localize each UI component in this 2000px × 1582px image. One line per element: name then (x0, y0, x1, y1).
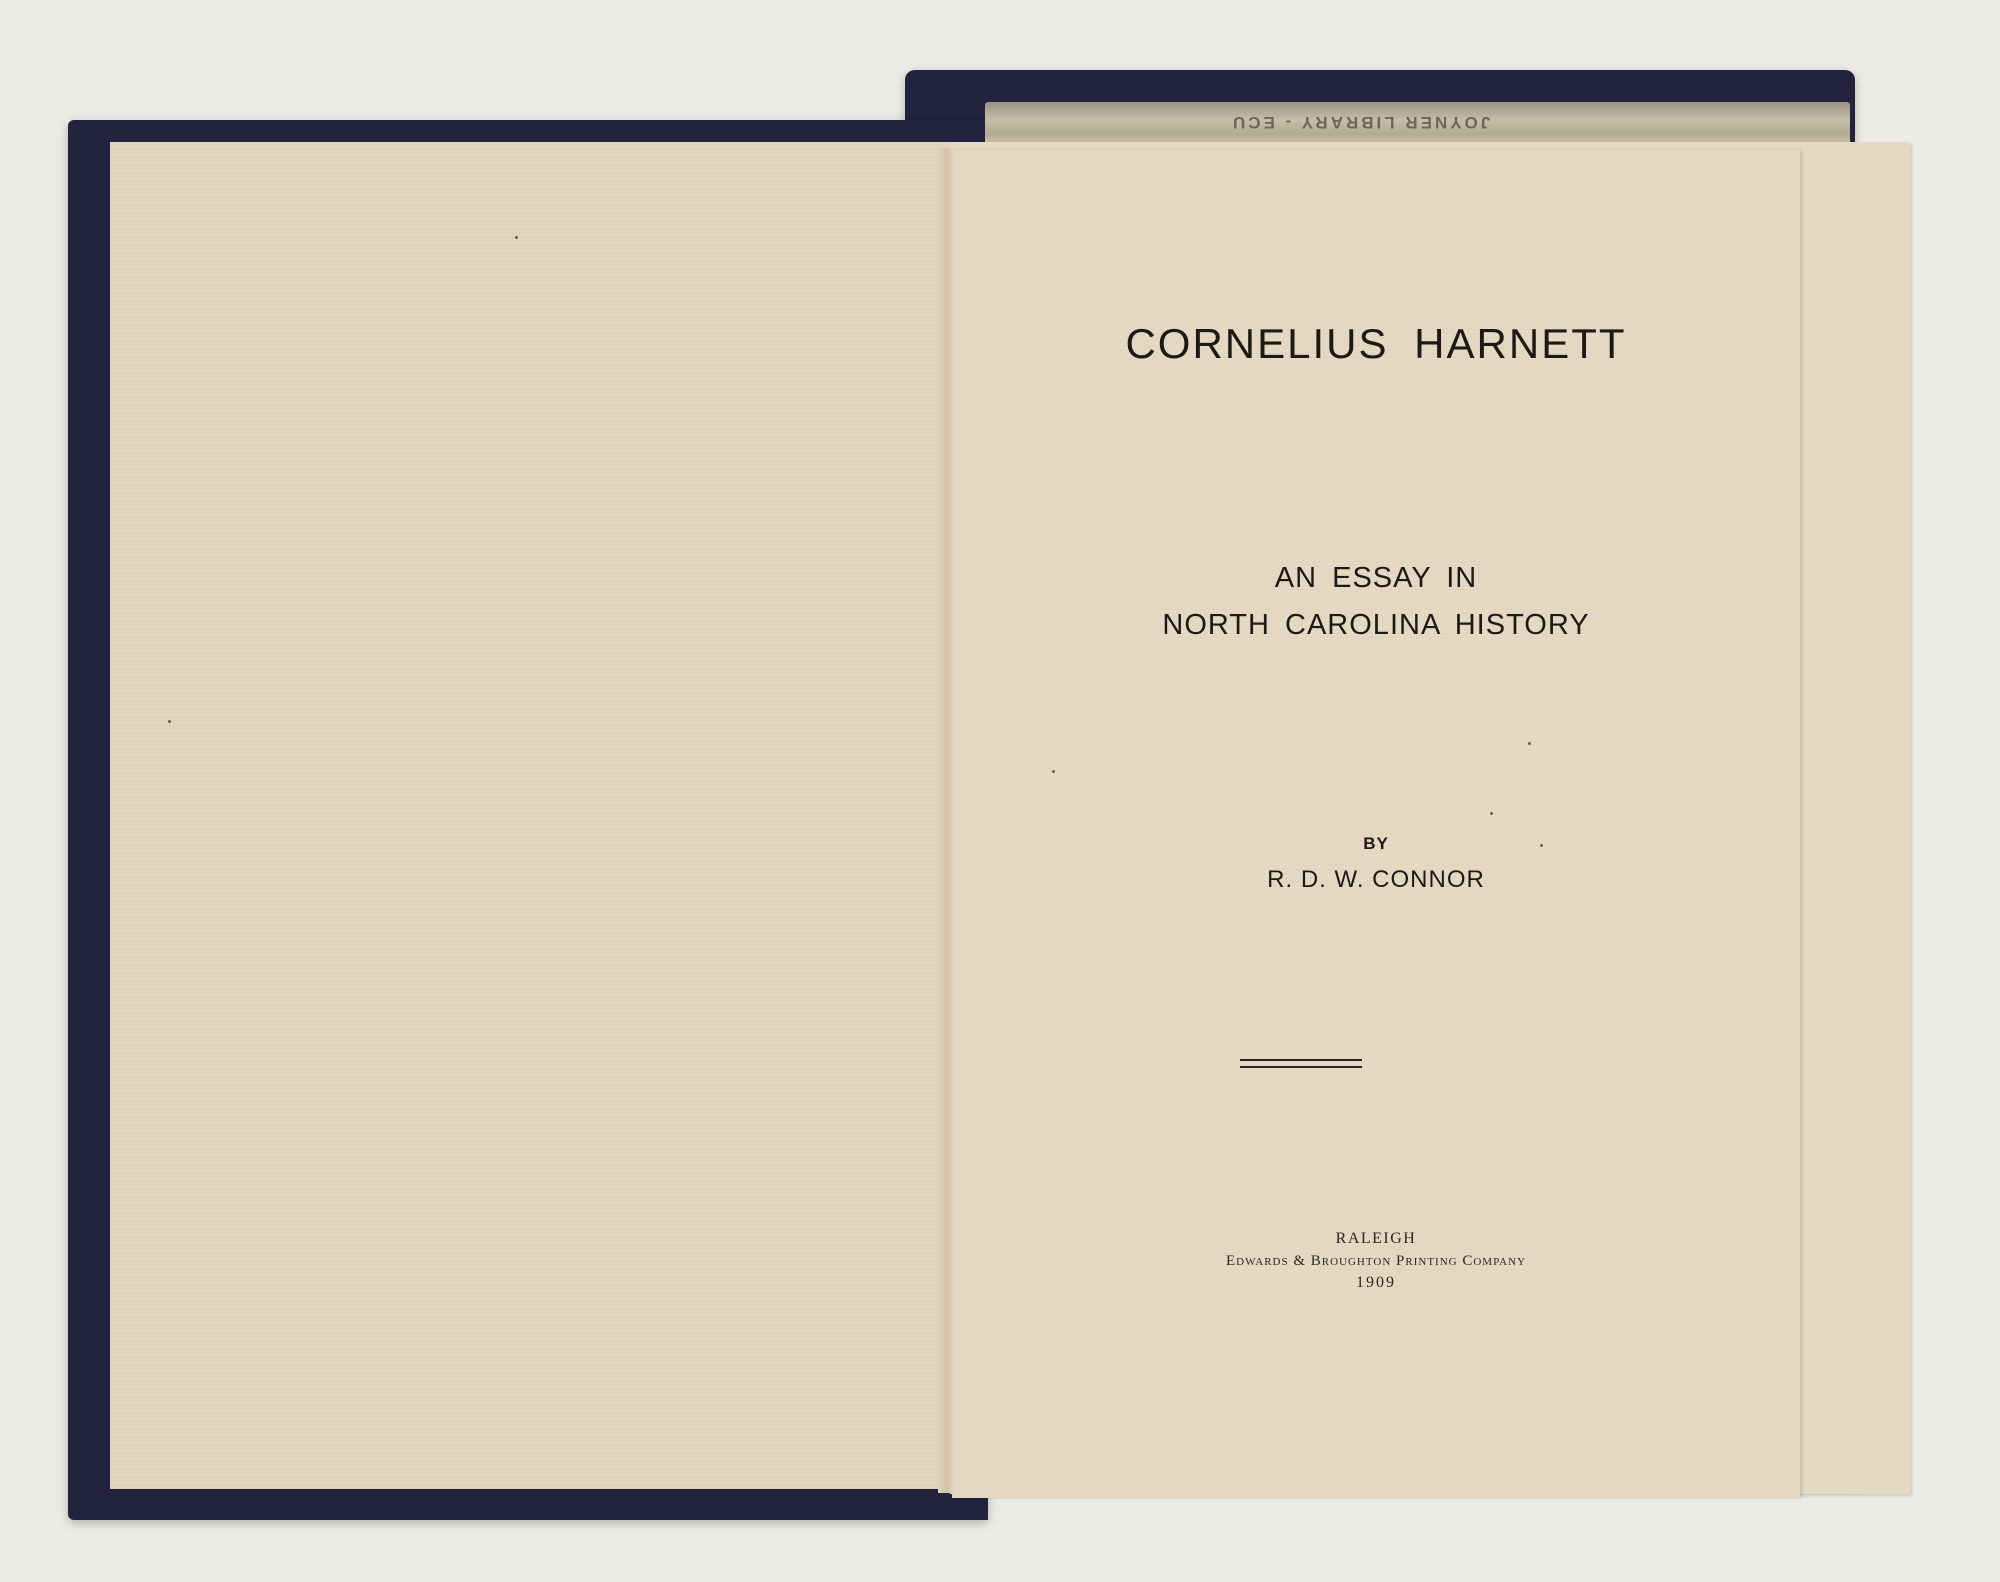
author-name: R. D. W. CONNOR (1267, 866, 1485, 893)
imprint-publisher: Edwards & Broughton Printing Company (1225, 1253, 1527, 1269)
imprint-city: RALEIGH (1335, 1230, 1417, 1247)
library-stamp: JOYNER LIBRARY - ECU (1230, 113, 1491, 132)
double-rule-bottom (1240, 1066, 1362, 1068)
by-line: BY (1363, 834, 1389, 853)
paper-speck (515, 236, 518, 239)
paper-speck (1490, 812, 1493, 815)
subtitle-line-2: NORTH CAROLINA HISTORY (1162, 609, 1590, 641)
paper-speck (1052, 770, 1055, 773)
subtitle-line-1: AN ESSAY IN (1274, 562, 1478, 594)
paper-speck (168, 720, 171, 723)
imprint-year: 1909 (1356, 1274, 1396, 1291)
paper-speck (1540, 844, 1543, 847)
paper-speck (1528, 742, 1531, 745)
book-title: CORNELIUS HARNETT (1125, 320, 1627, 367)
double-rule-top (1240, 1059, 1362, 1061)
blank-endpaper (110, 142, 952, 1489)
